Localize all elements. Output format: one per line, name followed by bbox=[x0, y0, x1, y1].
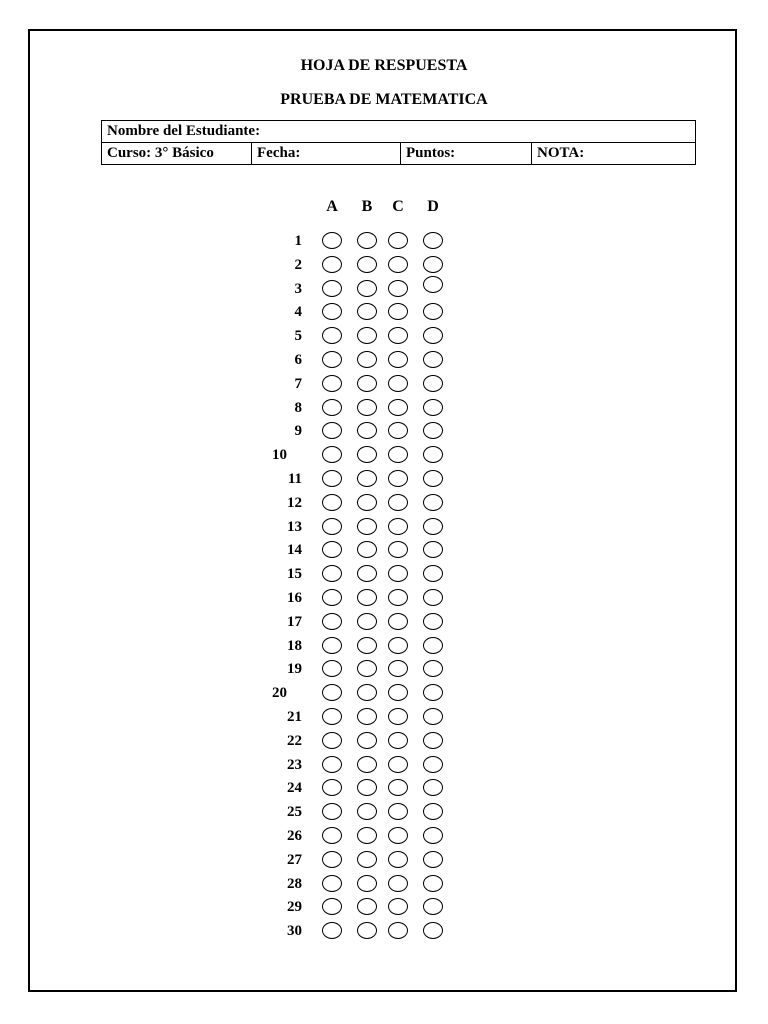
answer-bubble-a[interactable] bbox=[322, 303, 342, 320]
question-number: 10 bbox=[272, 447, 287, 464]
answer-bubble-a[interactable] bbox=[322, 232, 342, 249]
answer-bubble-a[interactable] bbox=[322, 541, 342, 558]
answer-bubble-c[interactable] bbox=[388, 494, 408, 511]
answer-bubble-a[interactable] bbox=[322, 327, 342, 344]
question-number: 13 bbox=[287, 518, 302, 535]
answer-bubble-b[interactable] bbox=[357, 875, 377, 892]
answer-bubble-c[interactable] bbox=[388, 351, 408, 368]
answer-bubble-b[interactable] bbox=[357, 518, 377, 535]
answer-bubble-b[interactable] bbox=[357, 446, 377, 463]
question-row bbox=[0, 348, 768, 372]
answer-bubble-d[interactable] bbox=[423, 470, 443, 487]
question-row bbox=[0, 253, 768, 277]
answer-bubble-b[interactable] bbox=[357, 399, 377, 416]
answer-bubble-c[interactable] bbox=[388, 541, 408, 558]
answer-bubble-d[interactable] bbox=[423, 276, 443, 293]
answer-bubble-c[interactable] bbox=[388, 851, 408, 868]
student-info-table bbox=[101, 120, 696, 165]
question-number: 26 bbox=[287, 828, 302, 844]
answer-bubble-b[interactable] bbox=[357, 565, 377, 582]
answer-bubble-c[interactable] bbox=[388, 422, 408, 439]
answer-bubble-b[interactable] bbox=[357, 375, 377, 392]
answer-bubble-a[interactable] bbox=[322, 827, 342, 844]
answer-bubble-d[interactable] bbox=[423, 684, 443, 701]
answer-bubble-d[interactable] bbox=[423, 541, 443, 558]
question-number: 24 bbox=[287, 780, 302, 797]
answer-bubble-a[interactable] bbox=[322, 851, 342, 868]
answer-bubble-d[interactable] bbox=[423, 875, 443, 892]
question-number: 12 bbox=[287, 494, 302, 511]
answer-bubble-c[interactable] bbox=[388, 779, 408, 796]
answer-bubble-c[interactable] bbox=[388, 803, 408, 820]
answer-bubble-a[interactable] bbox=[322, 494, 342, 511]
answer-bubble-b[interactable] bbox=[357, 851, 377, 868]
question-number: 27 bbox=[287, 851, 302, 868]
answer-bubble-a[interactable] bbox=[322, 565, 342, 582]
answer-bubble-c[interactable] bbox=[388, 660, 408, 677]
answer-bubble-b[interactable] bbox=[357, 898, 377, 915]
answer-bubble-d[interactable] bbox=[423, 922, 443, 939]
answer-bubble-d[interactable] bbox=[423, 375, 443, 392]
answer-bubble-c[interactable] bbox=[388, 518, 408, 535]
answer-bubble-d[interactable] bbox=[423, 613, 443, 630]
question-row bbox=[0, 467, 768, 491]
course-field: Curso: 3° Básico bbox=[102, 143, 252, 165]
answer-bubble-b[interactable] bbox=[357, 779, 377, 796]
answer-bubble-a[interactable] bbox=[322, 660, 342, 677]
answer-bubble-b[interactable] bbox=[357, 280, 377, 297]
question-number: 29 bbox=[287, 899, 302, 916]
answer-bubble-a[interactable] bbox=[322, 708, 342, 725]
question-number: 2 bbox=[294, 256, 302, 273]
question-number: 30 bbox=[287, 923, 302, 940]
grade-field[interactable]: NOTA: bbox=[532, 143, 696, 165]
date-field[interactable]: Fecha: bbox=[252, 143, 401, 165]
answer-bubble-b[interactable] bbox=[357, 613, 377, 630]
answer-bubble-c[interactable] bbox=[388, 280, 408, 297]
answer-bubble-b[interactable] bbox=[357, 303, 377, 320]
answer-bubble-b[interactable] bbox=[357, 756, 377, 773]
answer-bubble-a[interactable] bbox=[322, 803, 342, 820]
question-row bbox=[0, 229, 768, 253]
answer-bubble-b[interactable] bbox=[357, 232, 377, 249]
answer-bubble-a[interactable] bbox=[322, 375, 342, 392]
question-number: 1 bbox=[294, 233, 302, 249]
answer-bubble-d[interactable] bbox=[423, 446, 443, 463]
question-number: 9 bbox=[294, 423, 302, 440]
question-row bbox=[0, 491, 768, 515]
answer-bubble-c[interactable] bbox=[388, 327, 408, 344]
answer-bubble-b[interactable] bbox=[357, 541, 377, 558]
answer-bubble-b[interactable] bbox=[357, 327, 377, 344]
question-number: 5 bbox=[294, 328, 302, 345]
option-letter-b: B bbox=[361, 198, 373, 215]
answer-bubble-b[interactable] bbox=[357, 351, 377, 368]
answer-bubble-d[interactable] bbox=[423, 660, 443, 677]
answer-bubble-c[interactable] bbox=[388, 875, 408, 892]
answer-bubble-a[interactable] bbox=[322, 518, 342, 535]
answer-bubble-c[interactable] bbox=[388, 708, 408, 725]
answer-bubble-c[interactable] bbox=[388, 565, 408, 582]
question-row bbox=[0, 705, 768, 729]
answer-bubble-d[interactable] bbox=[423, 565, 443, 582]
answer-bubble-a[interactable] bbox=[322, 875, 342, 892]
answer-bubble-c[interactable] bbox=[388, 922, 408, 939]
answer-bubble-c[interactable] bbox=[388, 303, 408, 320]
question-row bbox=[0, 824, 768, 848]
answer-bubble-a[interactable] bbox=[322, 589, 342, 606]
question-row bbox=[0, 443, 768, 467]
answer-bubble-b[interactable] bbox=[357, 256, 377, 273]
answer-bubble-c[interactable] bbox=[388, 732, 408, 749]
question-number: 3 bbox=[294, 280, 302, 297]
question-row bbox=[0, 562, 768, 586]
answer-bubble-a[interactable] bbox=[322, 684, 342, 701]
answer-bubble-c[interactable] bbox=[388, 827, 408, 844]
question-row bbox=[0, 729, 768, 753]
question-number: 16 bbox=[287, 590, 302, 606]
answer-bubble-b[interactable] bbox=[357, 684, 377, 701]
option-letter-a: A bbox=[326, 198, 338, 215]
answer-bubble-a[interactable] bbox=[322, 351, 342, 368]
answer-bubble-d[interactable] bbox=[423, 851, 443, 868]
question-number: 7 bbox=[294, 375, 302, 392]
question-number: 4 bbox=[294, 304, 302, 321]
answer-bubble-a[interactable] bbox=[322, 637, 342, 654]
question-number: 11 bbox=[287, 471, 302, 487]
question-row bbox=[0, 848, 768, 872]
answer-bubble-c[interactable] bbox=[388, 399, 408, 416]
answer-bubble-a[interactable] bbox=[322, 280, 342, 297]
answer-bubble-d[interactable] bbox=[423, 399, 443, 416]
question-number: 17 bbox=[287, 613, 302, 630]
answer-bubble-c[interactable] bbox=[388, 589, 408, 606]
answer-bubble-b[interactable] bbox=[357, 589, 377, 606]
answer-bubble-d[interactable] bbox=[423, 351, 443, 368]
answer-bubble-b[interactable] bbox=[357, 708, 377, 725]
answer-bubble-d[interactable] bbox=[423, 898, 443, 915]
answer-bubble-a[interactable] bbox=[322, 399, 342, 416]
answer-bubble-c[interactable] bbox=[388, 232, 408, 249]
question-row bbox=[0, 681, 768, 705]
answer-bubble-c[interactable] bbox=[388, 446, 408, 463]
answer-bubble-c[interactable] bbox=[388, 898, 408, 915]
question-row bbox=[0, 372, 768, 396]
answer-bubble-d[interactable] bbox=[423, 708, 443, 725]
answer-bubble-a[interactable] bbox=[322, 256, 342, 273]
question-row bbox=[0, 753, 768, 777]
answer-bubble-b[interactable] bbox=[357, 922, 377, 939]
answer-bubble-a[interactable] bbox=[322, 756, 342, 773]
answer-bubble-a[interactable] bbox=[322, 470, 342, 487]
option-letter-d: D bbox=[427, 198, 439, 215]
question-row bbox=[0, 419, 768, 443]
answer-bubble-b[interactable] bbox=[357, 803, 377, 820]
answer-bubble-b[interactable] bbox=[357, 732, 377, 749]
answer-bubble-c[interactable] bbox=[388, 256, 408, 273]
answer-bubble-b[interactable] bbox=[357, 637, 377, 654]
question-number: 15 bbox=[287, 566, 302, 583]
answer-bubble-c[interactable] bbox=[388, 375, 408, 392]
question-number: 6 bbox=[294, 352, 302, 368]
answer-bubble-d[interactable] bbox=[423, 518, 443, 535]
answer-bubble-d[interactable] bbox=[423, 589, 443, 606]
question-row bbox=[0, 515, 768, 539]
question-row bbox=[0, 657, 768, 681]
question-number: 14 bbox=[287, 542, 302, 559]
answer-bubble-a[interactable] bbox=[322, 779, 342, 796]
answer-bubble-b[interactable] bbox=[357, 494, 377, 511]
question-row bbox=[0, 300, 768, 324]
answer-bubble-b[interactable] bbox=[357, 470, 377, 487]
answer-bubble-a[interactable] bbox=[322, 732, 342, 749]
question-row bbox=[0, 919, 768, 943]
answer-bubble-d[interactable] bbox=[423, 756, 443, 773]
answer-bubble-d[interactable] bbox=[423, 779, 443, 796]
test-subtitle: PRUEBA DE MATEMATICA bbox=[280, 91, 488, 108]
option-letter-c: C bbox=[392, 198, 404, 215]
question-row bbox=[0, 538, 768, 562]
answer-bubble-a[interactable] bbox=[322, 922, 342, 939]
answer-bubble-c[interactable] bbox=[388, 637, 408, 654]
points-field[interactable]: Puntos: bbox=[401, 143, 532, 165]
question-number: 19 bbox=[287, 661, 302, 678]
student-name-field[interactable]: Nombre del Estudiante: bbox=[102, 121, 696, 143]
answer-bubble-b[interactable] bbox=[357, 660, 377, 677]
question-row bbox=[0, 776, 768, 800]
question-row bbox=[0, 396, 768, 420]
question-number: 23 bbox=[287, 756, 302, 773]
answer-bubble-d[interactable] bbox=[423, 803, 443, 820]
question-row bbox=[0, 277, 768, 301]
answer-bubble-b[interactable] bbox=[357, 422, 377, 439]
question-number: 20 bbox=[272, 685, 287, 702]
answer-bubble-c[interactable] bbox=[388, 756, 408, 773]
question-row bbox=[0, 610, 768, 634]
question-number: 18 bbox=[287, 637, 302, 654]
question-number: 25 bbox=[287, 804, 302, 821]
answer-bubble-d[interactable] bbox=[423, 637, 443, 654]
answer-bubble-d[interactable] bbox=[423, 422, 443, 439]
answer-bubble-d[interactable] bbox=[423, 232, 443, 249]
answer-bubble-d[interactable] bbox=[423, 327, 443, 344]
question-number: 28 bbox=[287, 875, 302, 892]
answer-bubble-a[interactable] bbox=[322, 422, 342, 439]
answer-bubble-c[interactable] bbox=[388, 613, 408, 630]
answer-bubble-d[interactable] bbox=[423, 732, 443, 749]
answer-bubble-b[interactable] bbox=[357, 827, 377, 844]
question-row bbox=[0, 586, 768, 610]
answer-bubble-d[interactable] bbox=[423, 303, 443, 320]
question-number: 8 bbox=[294, 399, 302, 416]
answer-bubble-a[interactable] bbox=[322, 613, 342, 630]
answer-bubble-a[interactable] bbox=[322, 446, 342, 463]
answer-bubble-c[interactable] bbox=[388, 684, 408, 701]
question-row bbox=[0, 895, 768, 919]
answer-bubble-d[interactable] bbox=[423, 827, 443, 844]
answer-bubble-a[interactable] bbox=[322, 898, 342, 915]
question-row bbox=[0, 800, 768, 824]
question-row bbox=[0, 324, 768, 348]
question-number: 22 bbox=[287, 732, 302, 749]
answer-bubble-c[interactable] bbox=[388, 470, 408, 487]
answer-bubble-d[interactable] bbox=[423, 256, 443, 273]
question-row bbox=[0, 634, 768, 658]
question-row bbox=[0, 872, 768, 896]
sheet-title: HOJA DE RESPUESTA bbox=[300, 57, 468, 74]
answer-bubble-d[interactable] bbox=[423, 494, 443, 511]
question-number: 21 bbox=[287, 709, 302, 725]
